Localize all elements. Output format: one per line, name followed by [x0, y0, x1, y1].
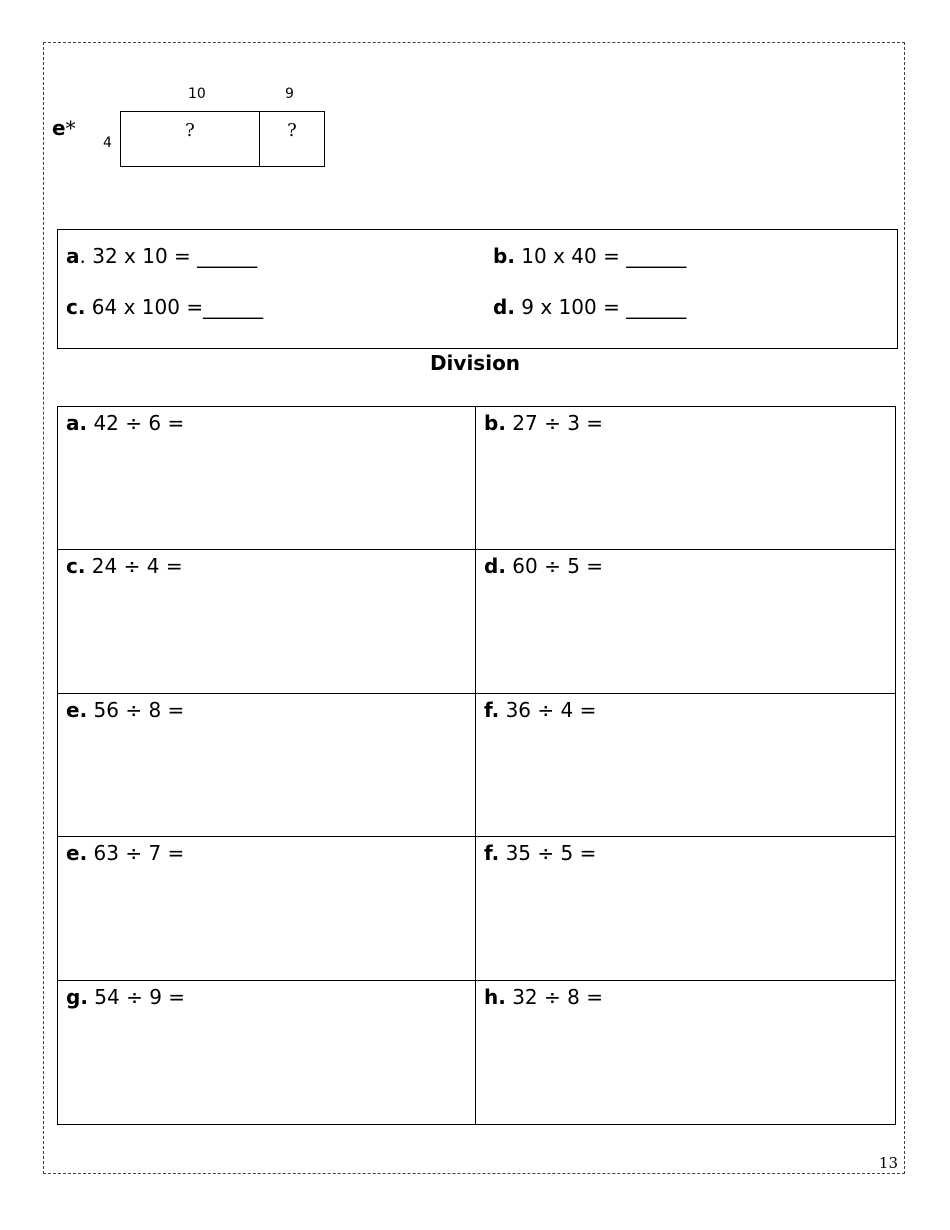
division-problem: a. 42 ÷ 6 = [58, 407, 476, 550]
area-side-label: 4 [103, 135, 112, 151]
area-cell-2: ? [287, 120, 297, 141]
division-grid [57, 406, 896, 1125]
area-model-box [120, 111, 325, 167]
area-top-label-1: 10 [188, 86, 206, 102]
mult-problem-a: a. 32 x 10 = ______ [66, 244, 258, 268]
division-problem: b. 27 ÷ 3 = [476, 407, 895, 550]
multiplication-box [57, 229, 898, 349]
division-problem: e. 63 ÷ 7 = [58, 837, 476, 980]
mult-problem-b: b. 10 x 40 = ______ [493, 244, 687, 268]
division-problem: f. 36 ÷ 4 = [476, 694, 895, 837]
area-model-label: e* [52, 116, 76, 140]
division-title: Division [429, 351, 521, 375]
division-problem: h. 32 ÷ 8 = [484, 984, 603, 1009]
area-cell-1: ? [121, 112, 260, 166]
division-problem: d. 60 ÷ 5 = [476, 550, 895, 693]
page-number: 13 [878, 1154, 898, 1172]
division-problem: c. 24 ÷ 4 = [58, 550, 476, 693]
division-problem: g. 54 ÷ 9 = [58, 981, 476, 1124]
division-problem: f. 35 ÷ 5 = [476, 837, 895, 980]
area-top-label-2: 9 [285, 86, 294, 102]
mult-problem-d: d. 9 x 100 = ______ [493, 295, 687, 319]
division-problem: e. 56 ÷ 8 = [58, 694, 476, 837]
mult-problem-c: c. 64 x 100 =______ [66, 295, 264, 319]
